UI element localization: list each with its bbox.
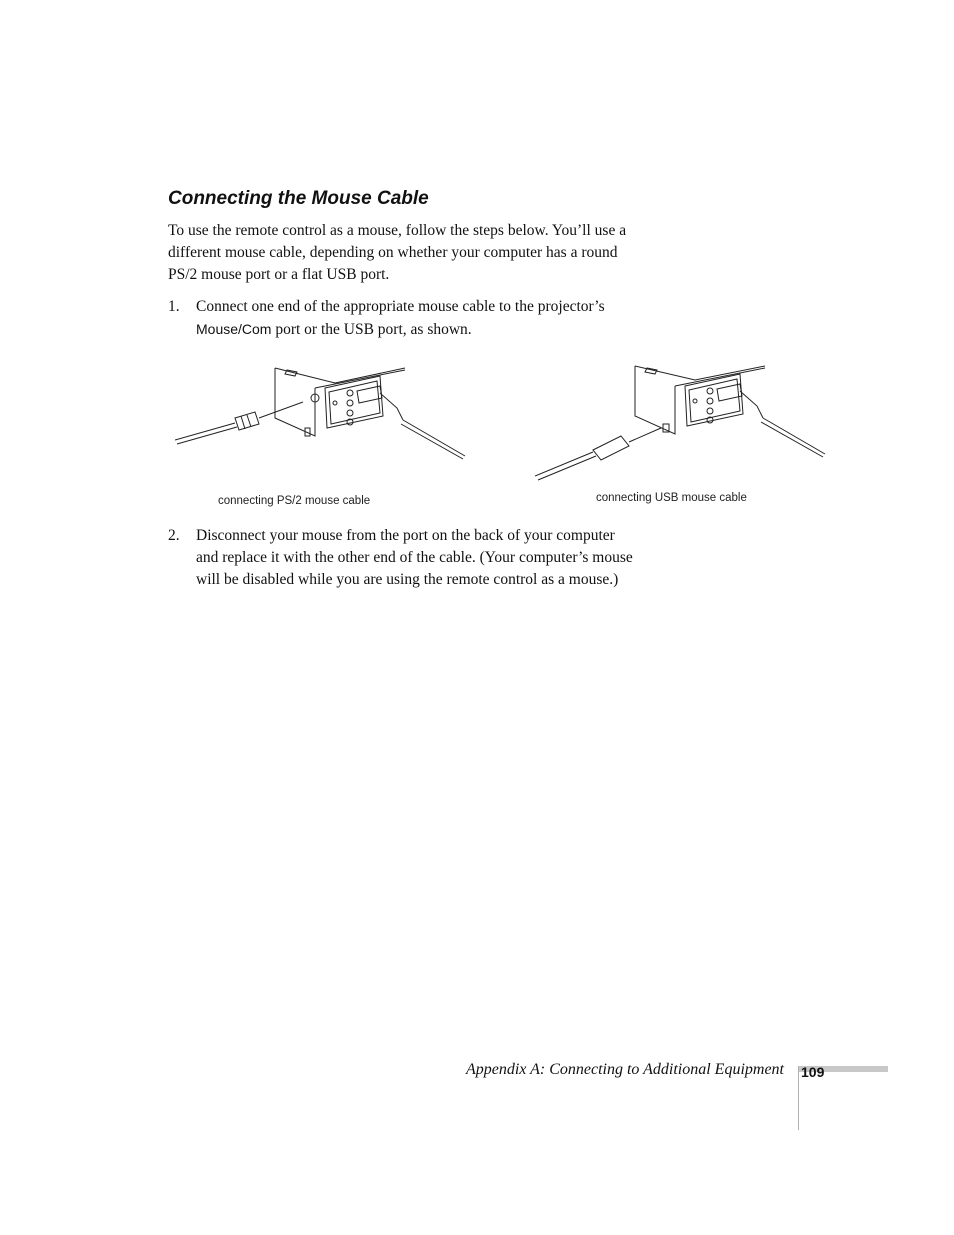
usb-caption: connecting USB mouse cable [596, 492, 747, 504]
port-name: Mouse/Com [196, 321, 272, 337]
step-number: 2. [168, 527, 180, 544]
step-text-end: port or the USB port, as shown. [271, 321, 472, 338]
step-1 [168, 296, 638, 341]
footer-chapter-title: Appendix A: Connecting to Additional Equipment [465, 1061, 784, 1078]
step-number: 1. [168, 298, 180, 315]
section-heading: Connecting the Mouse Cable [168, 188, 429, 209]
step-text [196, 296, 638, 341]
step-text-start: Connect one end of the appropriate mouse cable to the projector’s [196, 298, 605, 315]
page-number: 109 [801, 1064, 825, 1080]
intro-paragraph: To use the remote control as a mouse, follow the steps below. You’ll use a different mouse cable, depending on whether your computer has a round PS/2 mouse port or a flat USB port. [168, 222, 627, 283]
footer-rule [798, 1066, 799, 1130]
step-2 [168, 525, 638, 591]
step-text: Disconnect your mouse from the port on the back of your computer and replace it with the other end of the cable. (Your computer’s mouse will be disabled while you are using the remote control as a mouse.) [196, 527, 633, 588]
usb-connection-illustration [535, 358, 835, 483]
ps2-caption: connecting PS/2 mouse cable [218, 495, 371, 507]
ps2-connection-illustration [175, 358, 475, 468]
